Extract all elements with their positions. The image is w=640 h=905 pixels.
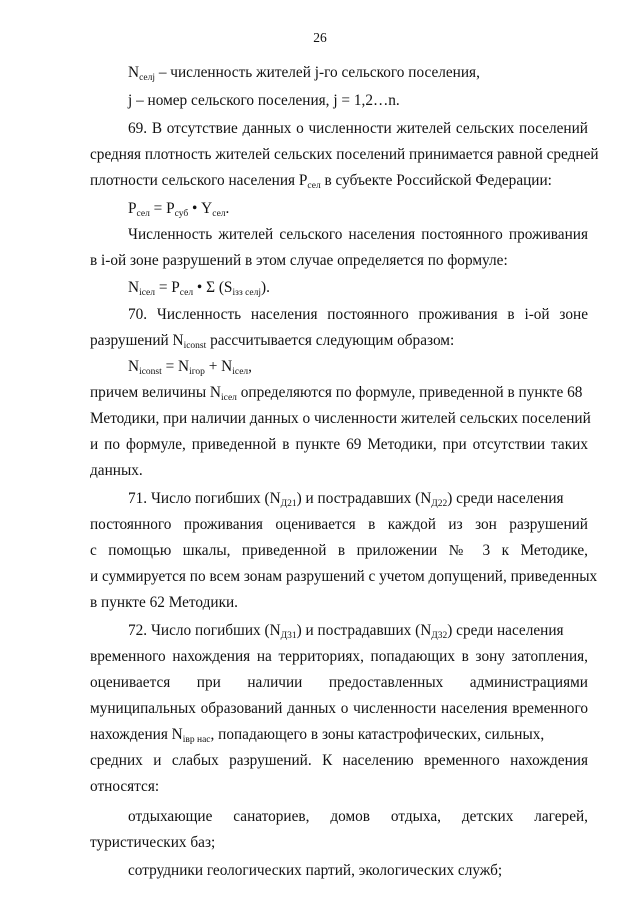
text-line: и суммируется по всем зонам разрушений с учетом допущений, приведенных	[90, 568, 598, 585]
text-line: муниципальных образований данных о численности населения временного	[90, 700, 588, 717]
text-line: средних и слабых разрушений. К населению временного нахождения	[90, 752, 588, 769]
page-number: 26	[313, 30, 327, 45]
text-line: нахождения $N_{iвр нас}$, попадающего в зоны катастрофических, сильных,	[90, 726, 545, 745]
text-line: постоянного проживания оценивается в каждой из зон разрушений	[90, 516, 588, 533]
text-line: Численность жителей сельского населения постоянного проживания	[128, 226, 588, 243]
text-line: плотности сельского населения $P_{сел}$ в субъекте Российской Федерации:	[90, 172, 552, 191]
text-line: данных.	[90, 462, 143, 479]
text-line: в i-ой зоне разрушений в этом случае определяется по формуле:	[90, 252, 508, 269]
text-line: оценивается при наличии предоставленных администрациями	[90, 674, 588, 691]
text-line: в пункте 62 Методики.	[90, 594, 239, 611]
paragraph-72-start: 72. Число погибших $(N_{Д31})$ и пострадавших $(N_{Д32})$ среди населения	[128, 622, 564, 641]
paragraph-69-start: 69. В отсутствие данных о численности жителей сельских поселений	[128, 120, 588, 137]
list-item: отдыхающие санаториев, домов отдыха, детских лагерей,	[128, 808, 588, 825]
text-line: разрушений $N_{iconst}$ рассчитывается следующим образом:	[90, 332, 455, 351]
list-item-continuation: туристических баз;	[90, 834, 216, 851]
formula-line: $N_{iconst} = N_{iгор} + N_{iсел}$,	[128, 358, 252, 377]
text-line: $N_{селj}$ – численность жителей j-го сельского поселения,	[128, 64, 480, 83]
text-line: Методики, при наличии данных о численности жителей сельских поселений	[90, 410, 591, 427]
paragraph-71-start: 71. Число погибших $(N_{Д21})$ и пострадавших $(N_{Д22})$ среди населения	[128, 490, 564, 509]
formula-line: $P_{сел} = P_{суб}$ • $Y_{сел}$.	[128, 200, 230, 219]
text-line: с помощью шкалы, приведенной в приложении № 3 к Методике,	[90, 542, 588, 559]
text-line: временного нахождения на территориях, попадающих в зону затопления,	[90, 648, 588, 665]
text-line: причем величины $N_{iсел}$ определяются по формуле, приведенной в пункте 68	[90, 384, 583, 403]
paragraph-70-start: 70. Численность населения постоянного проживания в i-ой зоне	[128, 306, 588, 323]
text-line: и по формуле, приведенной в пункте 69 Методики, при отсутствии таких	[90, 436, 588, 453]
text-line: средняя плотность жителей сельских поселений принимается равной средней	[90, 146, 599, 163]
formula-line: $N_{iсел} = P_{сел}$ • Σ $(S_{iзз селj})$.	[128, 279, 270, 298]
text-line: j – номер сельского поселения, j = 1,2…n.	[128, 92, 400, 109]
text-line: относятся:	[90, 778, 160, 795]
list-item: сотрудники геологических партий, экологических служб;	[128, 862, 503, 879]
